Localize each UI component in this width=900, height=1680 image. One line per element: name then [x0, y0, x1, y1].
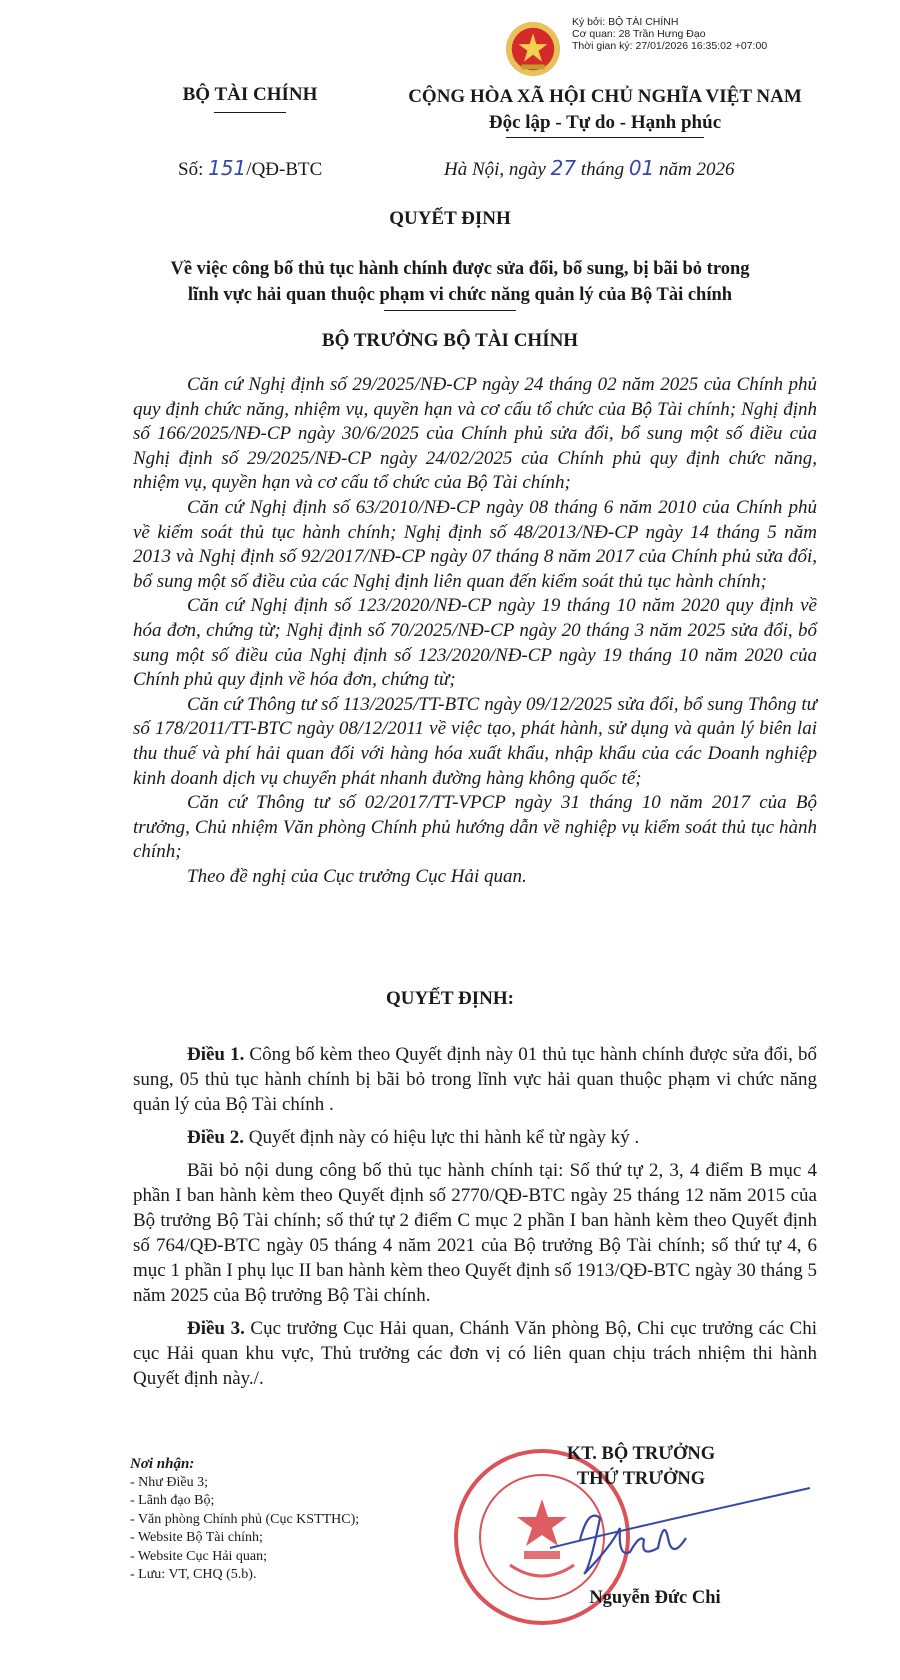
preamble-paragraph: Theo đề nghị của Cục trưởng Cục Hải quan.	[187, 865, 527, 887]
preamble-paragraph: Căn cứ Nghị định số 63/2010/NĐ-CP ngày 08 tháng 6 năm 2010 của Chính phủ về kiểm soát thủ tục hành chính; Nghị định số 48/2013/NĐ-CP ngày 14 tháng 5 năm 2013 và Nghị định số 92/2017/NĐ-CP ngày 07 tháng 8 năm 2017 của Chính phủ sửa đổi, bổ sung một số điều của các Nghị định liên quan đến kiểm soát thủ tục hành chính;	[133, 496, 817, 592]
issuing-authority: BỘ TRƯỞNG BỘ TÀI CHÍNH	[321, 330, 579, 351]
subject-underline	[384, 310, 516, 311]
recipients-list	[130, 1455, 359, 1585]
national-emblem-icon	[504, 20, 562, 78]
preamble-paragraph: Căn cứ Thông tư số 02/2017/TT-VPCP ngày 31 tháng 10 năm 2017 của Bộ trưởng, Chủ nhiệm Văn phòng Chính phủ hướng dẫn về nghiệp vụ kiểm soát thủ tục hành chính;	[133, 792, 817, 863]
signing-agency: Cơ quan: 28 Trần Hưng Đạo	[572, 28, 706, 40]
signing-capacity: KT. BỘ TRƯỞNG	[566, 1444, 716, 1464]
preamble-paragraph: Căn cứ Nghị định số 123/2020/NĐ-CP ngày 19 tháng 10 năm 2020 quy định về hóa đơn, chứng từ; Nghị định số 70/2025/NĐ-CP ngày 20 tháng 3 năm 2025 sửa đổi, bổ sung một số điều của Nghị định số 123/2020/NĐ-CP ngày 19 tháng 10 năm 2020 của Chính phủ quy định về hóa đơn, chứng từ;	[133, 595, 817, 691]
recipient-item: - Lưu: VT, CHQ (5.b).	[130, 1567, 257, 1582]
recipient-item: - Website Bộ Tài chính;	[130, 1530, 263, 1545]
preamble-paragraph: Căn cứ Nghị định số 29/2025/NĐ-CP ngày 24 tháng 02 năm 2025 của Chính phủ quy định chức năng, nhiệm vụ, quyền hạn và cơ cấu tổ chức của Bộ Tài chính; Nghị định số 166/2025/NĐ-CP ngày 30/6/2025 của Chính phủ sửa đổi, bổ sung một số điều của Nghị định số 29/2025/NĐ-CP ngày 24/02/2025 của Chính phủ quy định chức năng, nhiệm vụ, quyền hạn và cơ cấu tổ chức của Bộ Tài chính;	[133, 374, 817, 494]
recipient-item: - Lãnh đạo Bộ;	[130, 1493, 215, 1508]
handwritten-month: 01	[628, 156, 655, 180]
preamble-paragraph: Căn cứ Thông tư số 113/2025/TT-BTC ngày 09/12/2025 sửa đổi, bổ sung Thông tư số 178/2011/TT-BTC ngày 08/12/2011 về việc tạo, phát hành, sử dụng và quản lý biên lai thu thuế và phí hải quan đối với hàng hóa xuất khẩu, nhập khẩu của các Doanh nghiệp kinh doanh dịch vụ chuyển phát nhanh đường hàng không quốc tế;	[133, 693, 817, 789]
article-2-repeal: Bãi bỏ nội dung công bố thủ tục hành chính tại: Số thứ tự 2, 3, 4 điểm B mục 4 phần I ban hành kèm theo Quyết định số 2770/QĐ-BTC ngày 25 tháng 12 năm 2015 của Bộ trưởng Bộ Tài chính; số thứ tự 2 điểm C mục 2 phần I ban hành kèm theo Quyết định số 764/QĐ-BTC ngày 05 tháng 4 năm 2021 của Bộ trưởng Bộ Tài chính; số thứ tự 4, 6 mục 1 phần I phụ lục II ban hành kèm theo Quyết định số 1913/QĐ-BTC ngày 30 tháng 5 năm 2025 của Bộ trưởng Bộ Tài chính.	[133, 1160, 817, 1306]
nation-name: CỘNG HÒA XÃ HỘI CHỦ NGHĨA VIỆT NAM	[408, 86, 802, 107]
signing-time: Thời gian ký: 27/01/2026 16:35:02 +07:00	[572, 40, 768, 52]
handwritten-number: 151	[208, 156, 247, 180]
signer-name: Nguyễn Đức Chi	[589, 1588, 721, 1608]
handwritten-day: 27	[550, 156, 577, 180]
document-date: Hà Nội, ngày 27 tháng 01 năm 2026	[444, 156, 735, 180]
articles	[133, 1042, 817, 1399]
decision-heading: QUYẾT ĐỊNH:	[386, 988, 514, 1009]
motto-underline	[506, 137, 704, 138]
recipient-item: - Như Điều 3;	[130, 1474, 208, 1490]
signed-by: Ký bởi: BỘ TÀI CHÍNH	[572, 16, 679, 28]
document-subject: Về việc công bố thủ tục hành chính được sửa đổi, bổ sung, bị bãi bỏ trong lĩnh vực hải quan thuộc phạm vi chức năng quản lý của Bộ Tài chính	[170, 259, 750, 305]
national-motto: Độc lập - Tự do - Hạnh phúc	[488, 112, 722, 133]
article-3: Điều 3. Cục trưởng Cục Hải quan, Chánh Văn phòng Bộ, Chi cục trưởng các Chi cục Hải quan khu vực, Thủ trưởng các đơn vị có liên quan chịu trách nhiệm thi hành Quyết định này./.	[133, 1318, 818, 1389]
issuer-name: BỘ TÀI CHÍNH	[182, 84, 318, 105]
preamble	[133, 373, 817, 889]
issuer-underline	[214, 112, 286, 113]
document-number: Số: 151/QĐ-BTC	[178, 156, 323, 180]
document-title: QUYẾT ĐỊNH	[389, 208, 511, 229]
national-header	[380, 84, 830, 136]
recipient-item: - Website Cục Hải quan;	[130, 1548, 268, 1564]
recipient-item: - Văn phòng Chính phủ (Cục KSTTHC);	[130, 1511, 360, 1527]
article-1: Điều 1. Công bố kèm theo Quyết định này 01 thủ tục hành chính được sửa đổi, bổ sung, 05 thủ tục hành chính bị bãi bỏ trong lĩnh vực hải quan thuộc phạm vi chức năng quản lý của Bộ Tài chính .	[133, 1044, 818, 1115]
recipients-title: Nơi nhận:	[130, 1456, 195, 1472]
handwritten-signature	[540, 1478, 820, 1588]
digital-signature-info	[572, 16, 767, 52]
signer-title: THỨ TRƯỞNG	[576, 1469, 706, 1489]
article-2: Điều 2. Quyết định này có hiệu lực thi hành kể từ ngày ký .	[187, 1127, 640, 1148]
